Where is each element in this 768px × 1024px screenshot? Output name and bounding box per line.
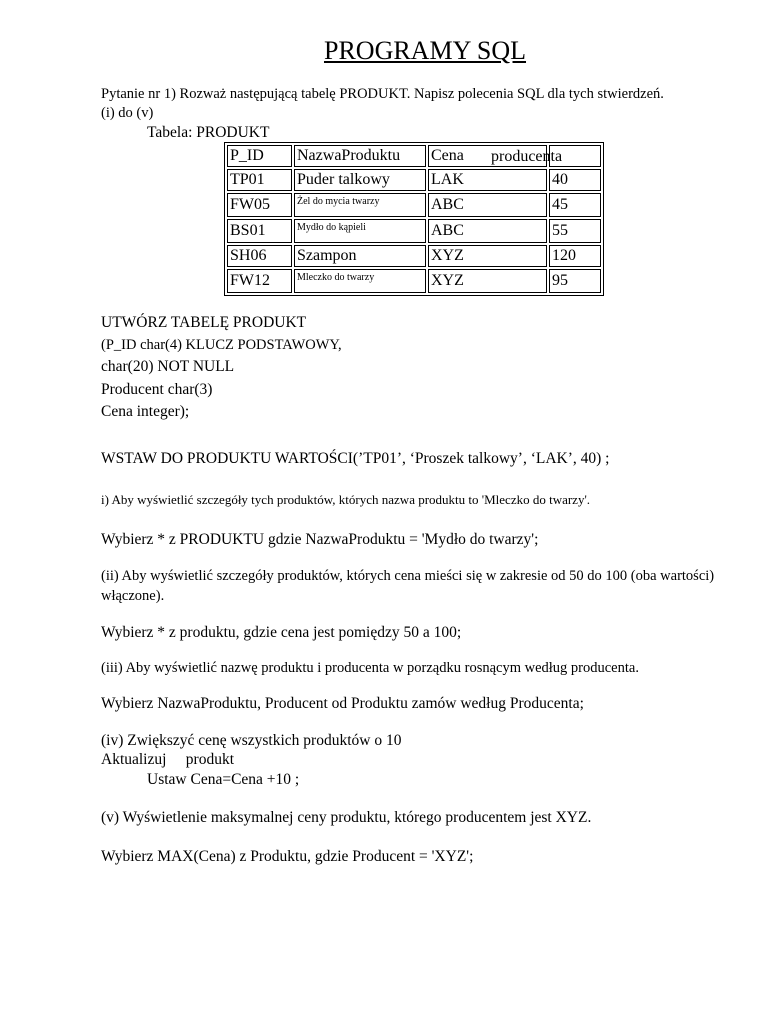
cell-price: 120 xyxy=(549,245,601,267)
cell-producer: ABC xyxy=(428,193,547,217)
cell-producer: LAK xyxy=(428,169,547,191)
header-cell-price xyxy=(428,145,563,167)
cell-name: Mydło do kąpieli xyxy=(294,219,426,243)
cell-pid: FW05 xyxy=(227,193,292,217)
cell-pid: FW12 xyxy=(227,269,292,293)
cell-price: 95 xyxy=(549,269,601,293)
answer-3: Wybierz NazwaProduktu, Producent od Produktu zamów według Producenta; xyxy=(101,695,584,712)
cell-name: Mleczko do twarzy xyxy=(294,269,426,293)
cell-producer: XYZ xyxy=(428,245,547,267)
question-2-line-2: włączone). xyxy=(101,588,165,604)
table-row xyxy=(227,169,601,191)
question-4: (iv) Zwiększyć cenę wszystkich produktów o 10 xyxy=(101,732,402,749)
header-cell-pid: P_ID xyxy=(227,145,292,167)
cell-price: 55 xyxy=(549,219,601,243)
question-2-line-1: (ii) Aby wyświetlić szczegóły produktów, których cena mieści się w zakresie od 50 do 100 (oba wartości) xyxy=(101,568,715,584)
question-3: (iii) Aby wyświetlić nazwę produktu i producenta w porządku rosnącym według producenta. xyxy=(101,660,639,676)
intro-question: Pytanie nr 1) Rozważ następującą tabelę PRODUKT. Napisz polecenia SQL dla tych stwierdzeń. xyxy=(101,86,664,102)
cell-pid: BS01 xyxy=(227,219,292,243)
answer-5: Wybierz MAX(Cena) z Produktu, gdzie Producent = 'XYZ'; xyxy=(101,848,474,865)
cell-producer: XYZ xyxy=(428,269,547,293)
header-label-producer: producenta xyxy=(491,148,563,165)
page-title: PROGRAMY SQL xyxy=(323,36,527,65)
cell-name: Puder talkowy xyxy=(294,169,426,191)
cell-producer: ABC xyxy=(428,219,547,243)
create-line-4: Producent char(3) xyxy=(101,381,213,398)
intro-range: (i) do (v) xyxy=(101,105,154,121)
create-line-5: Cena integer); xyxy=(101,403,190,420)
header-cell-name: NazwaProduktu xyxy=(294,145,426,167)
answer-4-line-2: Ustaw Cena=Cena +10 ; xyxy=(147,771,300,788)
answer-1: Wybierz * z PRODUKTU gdzie NazwaProduktu = 'Mydło do twarzy'; xyxy=(101,531,539,548)
table-header-row xyxy=(227,145,601,167)
insert-statement: WSTAW DO PRODUKTU WARTOŚCI(’TP01’, ‘Proszek talkowy’, ‘LAK’, 40) ; xyxy=(101,450,610,467)
table-row xyxy=(227,245,601,267)
header-label-cena: Cena xyxy=(431,147,464,164)
table-row xyxy=(227,219,601,243)
table-row xyxy=(227,193,601,217)
create-line-3: char(20) NOT NULL xyxy=(101,358,235,375)
cell-price: 40 xyxy=(549,169,601,191)
question-1: i) Aby wyświetlić szczegóły tych produktów, których nazwa produktu to 'Mleczko do twarzy'. xyxy=(101,492,591,507)
cell-price: 45 xyxy=(549,193,601,217)
product-table xyxy=(224,142,604,296)
cell-name: Żel do mycia twarzy xyxy=(294,193,426,217)
cell-name: Szampon xyxy=(294,245,426,267)
cell-pid: SH06 xyxy=(227,245,292,267)
answer-2: Wybierz * z produktu, gdzie cena jest pomiędzy 50 a 100; xyxy=(101,624,462,641)
create-line-2: (P_ID char(4) KLUCZ PODSTAWOWY, xyxy=(101,337,342,353)
table-row xyxy=(227,269,601,293)
answer-4-line-1: Aktualizuj produkt xyxy=(101,751,235,768)
create-line-1: UTWÓRZ TABELĘ PRODUKT xyxy=(101,314,307,331)
cell-pid: TP01 xyxy=(227,169,292,191)
question-5: (v) Wyświetlenie maksymalnej ceny produktu, którego producentem jest XYZ. xyxy=(101,809,592,826)
table-caption: Tabela: PRODUKT xyxy=(147,124,270,141)
